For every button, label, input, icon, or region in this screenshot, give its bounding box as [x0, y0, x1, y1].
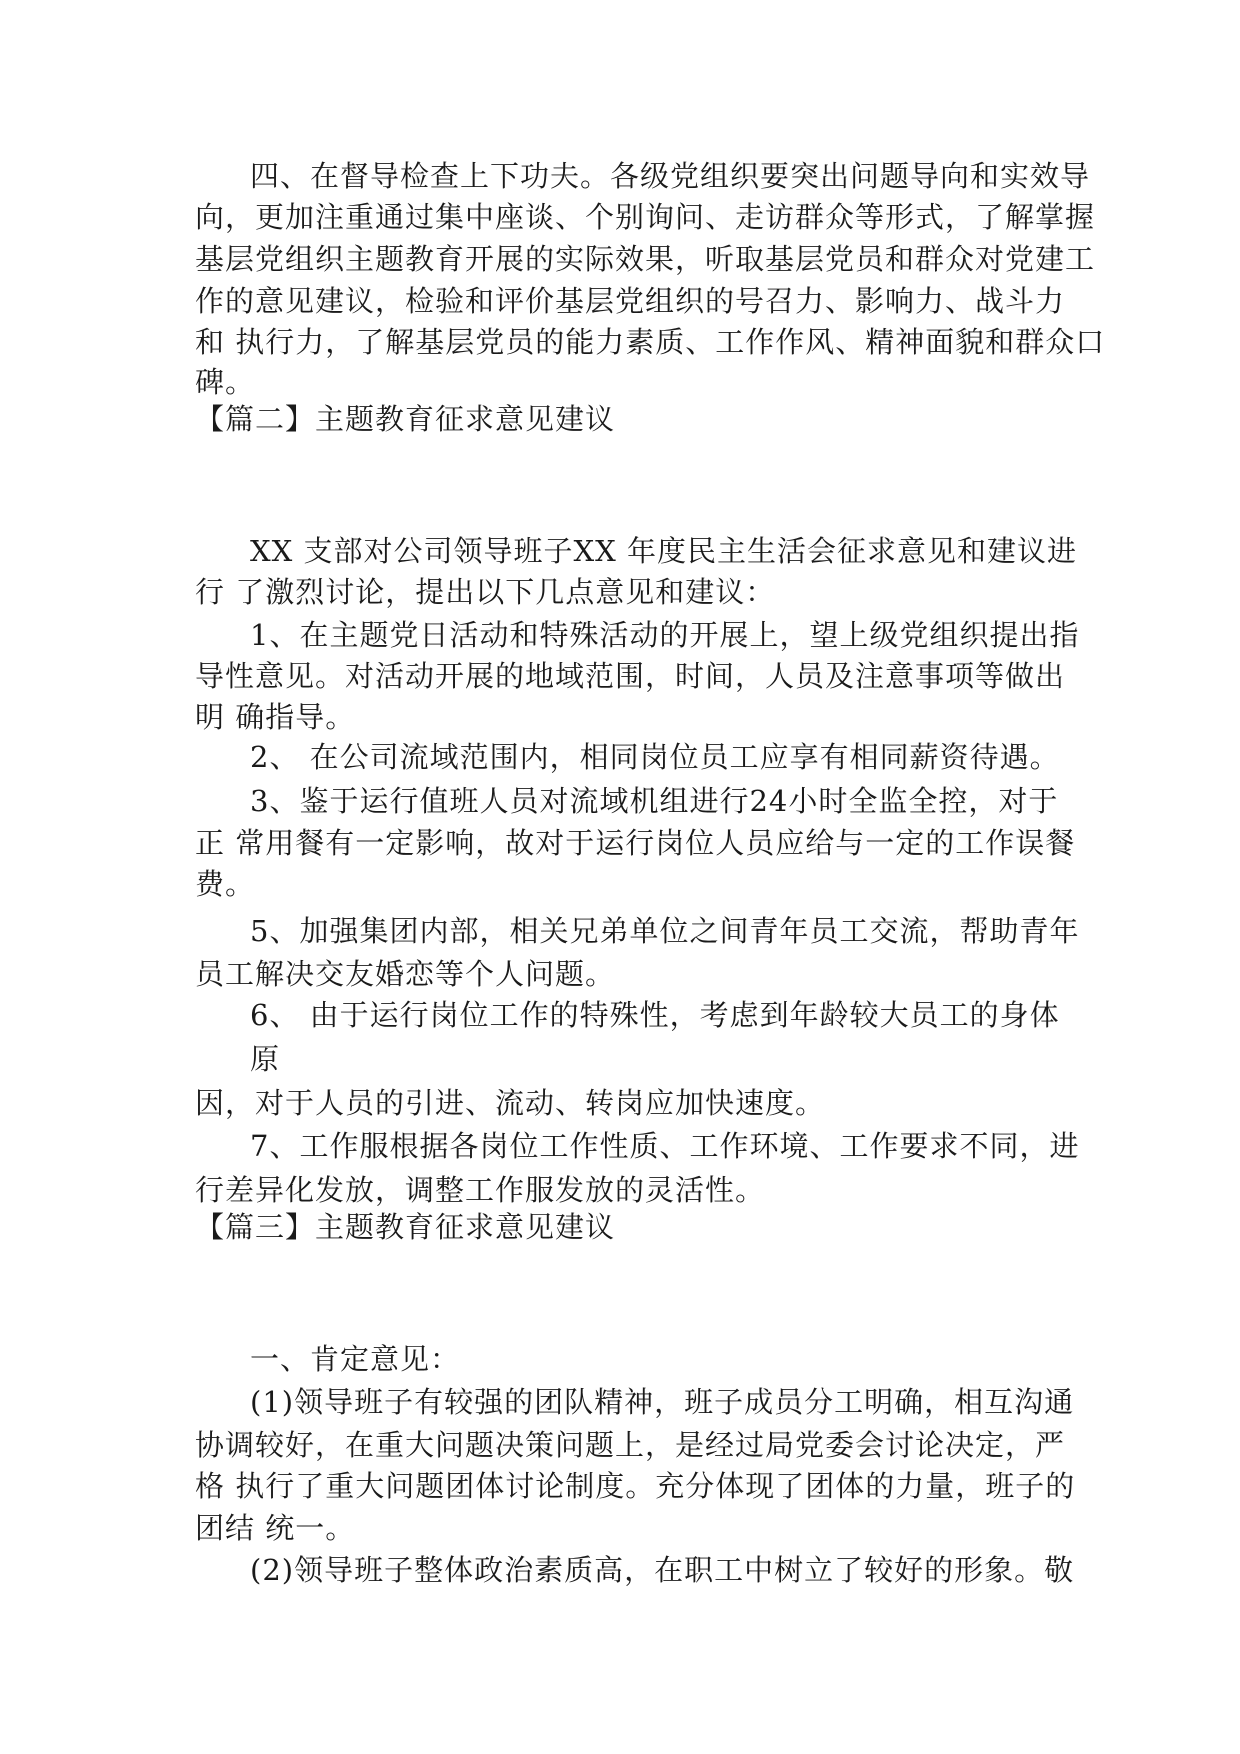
list-item-line: (2)领导班子整体政治素质高，在职工中树立了较好的形象。敬 [250, 1553, 1075, 1587]
paragraph-line: 团结 统一。 [195, 1511, 356, 1545]
list-item-line: 3、鉴于运行值班人员对流域机组进行24小时全监全控，对于 [250, 784, 1059, 818]
paragraph-line: 员工解决交友婚恋等个人问题。 [195, 957, 616, 991]
paragraph-line: 正 常用餐有一定影响，故对于运行岗位人员应给与一定的工作误餐 [195, 826, 1076, 860]
list-item-line: 1、在主题党日活动和特殊活动的开展上，望上级党组织提出指 [250, 618, 1080, 652]
list-item-line: 6、 由于运行岗位工作的特殊性，考虑到年龄较大员工的身体 [250, 998, 1060, 1032]
list-item-line: 7、工作服根据各岗位工作性质、工作环境、工作要求不同，进 [250, 1129, 1080, 1163]
paragraph-line: 基层党组织主题教育开展的实际效果，听取基层党员和群众对党建工 [195, 242, 1096, 276]
paragraph-line: 行 了激烈讨论，提出以下几点意见和建议： [195, 575, 776, 609]
paragraph-line: XX 支部对公司领导班子XX 年度民主生活会征求意见和建议进 [250, 534, 1078, 568]
paragraph-line: 导性意见。对活动开展的地域范围，时间，人员及注意事项等做出 [195, 659, 1066, 693]
paragraph-line: 因，对于人员的引进、流动、转岗应加快速度。 [195, 1086, 826, 1120]
paragraph-line: 行差异化发放，调整工作服发放的灵活性。 [195, 1173, 766, 1207]
subheading-line: 一、肯定意见： [250, 1342, 461, 1376]
paragraph-line: 碑。 [195, 365, 256, 399]
section-heading: 【篇二】主题教育征求意见建议 [195, 402, 616, 436]
paragraph-line: 明 确指导。 [195, 700, 356, 734]
paragraph-line: 格 执行了重大问题团体讨论制度。充分体现了团体的力量，班子的 [195, 1469, 1076, 1503]
paragraph-line: 协调较好，在重大问题决策问题上，是经过局党委会讨论决定，严 [195, 1428, 1066, 1462]
paragraph-line: 四、在督导检查上下功夫。各级党组织要突出问题导向和实效导 [250, 159, 1091, 193]
paragraph-line: 费。 [195, 867, 256, 901]
paragraph-line: 和 执行力，了解基层党员的能力素质、工作作风、精神面貌和群众口 [195, 325, 1106, 359]
paragraph-line: 向，更加注重通过集中座谈、个别询问、走访群众等形式，了解掌握 [195, 200, 1096, 234]
list-item-line: 2、 在公司流域范围内，相同岗位员工应享有相同薪资待遇。 [250, 740, 1060, 774]
list-item-line: 5、加强集团内部，相关兄弟单位之间青年员工交流，帮助青年 [250, 914, 1080, 948]
paragraph-line: 作的意见建议，检验和评价基层党组织的号召力、影响力、战斗力 [195, 284, 1066, 318]
list-item-line: (1)领导班子有较强的团队精神，班子成员分工明确，相互沟通 [250, 1385, 1075, 1419]
section-heading: 【篇三】主题教育征求意见建议 [195, 1210, 616, 1244]
paragraph-line: 原 [250, 1042, 281, 1076]
